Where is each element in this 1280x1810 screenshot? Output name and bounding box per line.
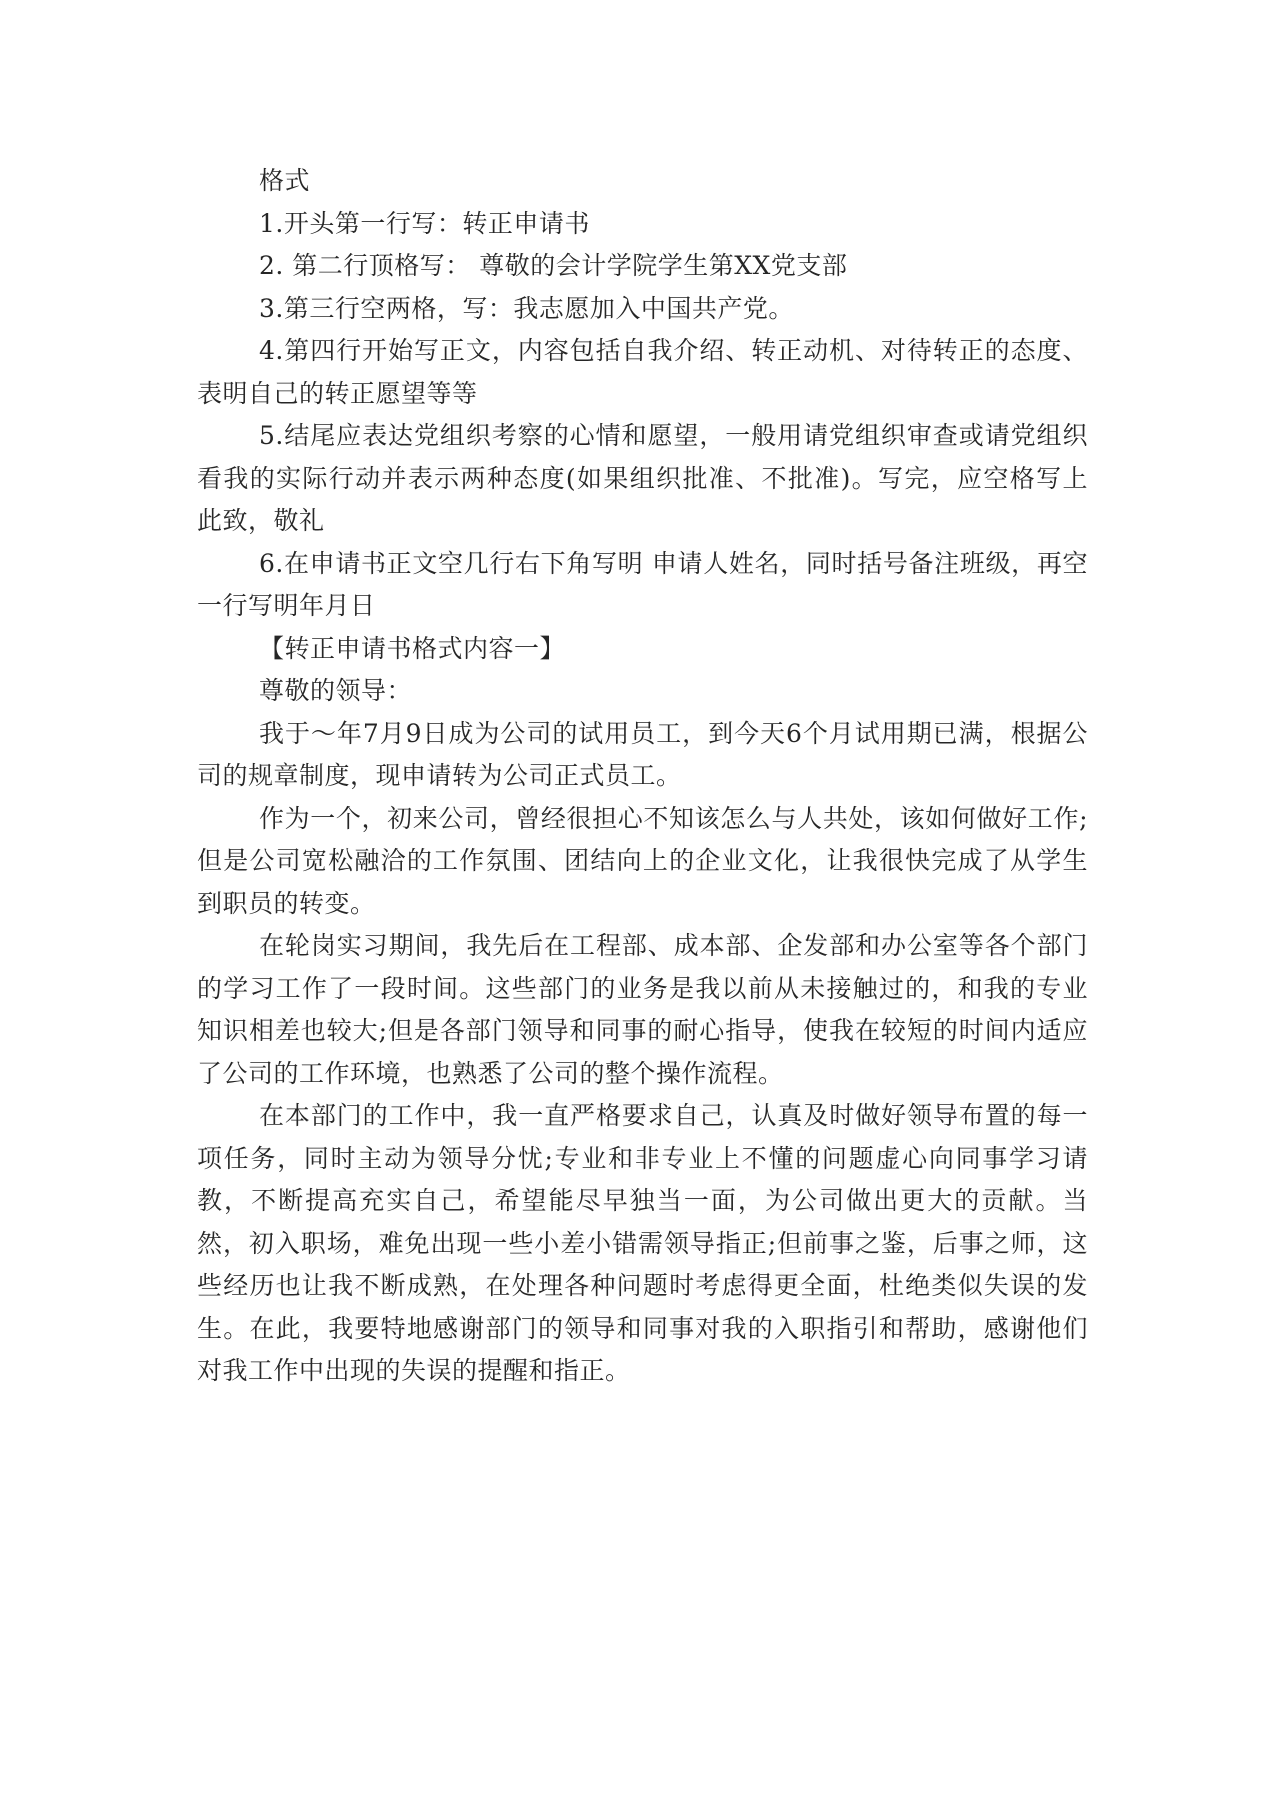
- body-paragraph: 我于～年7月9日成为公司的试用员工，到今天6个月试用期已满，根据公司的规章制度，现申请转为公司正式员工。: [197, 718, 1088, 790]
- format-item-6: 6.在申请书正文空几行右下角写明 申请人姓名，同时括号备注班级，再空一行写明年月日: [197, 548, 1088, 620]
- format-heading: 格式: [259, 166, 311, 195]
- body-paragraph: 在轮岗实习期间，我先后在工程部、成本部、企发部和办公室等各个部门的学习工作了一段时间。这些部门的业务是我以前从未接触过的，和我的专业知识相差也较大;但是各部门领导和同事的耐心指导，使我在较短的时间内适应了公司的工作环境，也熟悉了公司的整个操作流程。: [197, 931, 1088, 1088]
- body-paragraph: 作为一个，初来公司，曾经很担心不知该怎么与人共处，该如何做好工作;但是公司宽松融洽的工作氛围、团结向上的企业文化，让我很快完成了从学生到职员的转变。: [197, 803, 1088, 918]
- body-paragraph: 在本部门的工作中，我一直严格要求自己，认真及时做好领导布置的每一项任务，同时主动为领导分忧;专业和非专业上不懂的问题虚心向同事学习请教，不断提高充实自己，希望能尽早独当一面，为公司做出更大的贡献。当然，初入职场，难免出现一些小差小错需领导指正;但前事之鉴，后事之师，这些经历也让我不断成熟，在处理各种问题时考虑得更全面，杜绝类似失误的发生。在此，我要特地感谢部门的领导和同事对我的入职指引和帮助，感谢他们对我工作中出现的失误的提醒和指正。: [197, 1101, 1088, 1385]
- format-item-2: 2. 第二行顶格写： 尊敬的会计学院学生第XX党支部: [259, 251, 848, 280]
- format-item-4: 4.第四行开始写正文，内容包括自我介绍、转正动机、对待转正的态度、表明自己的转正愿望等等: [197, 336, 1088, 408]
- format-item-3: 3.第三行空两格，写：我志愿加入中国共产党。: [259, 293, 794, 323]
- salutation: 尊敬的领导：: [259, 676, 413, 705]
- section-title: 【转正申请书格式内容一】: [259, 633, 566, 663]
- format-item-1: 1.开头第一行写：转正申请书: [259, 208, 590, 238]
- format-item-5: 5.结尾应表达党组织考察的心情和愿望，一般用请党组织审查或请党组织看我的实际行动并表示两种态度(如果组织批准、不批准)。写完，应空格写上 此致，敬礼: [197, 421, 1088, 535]
